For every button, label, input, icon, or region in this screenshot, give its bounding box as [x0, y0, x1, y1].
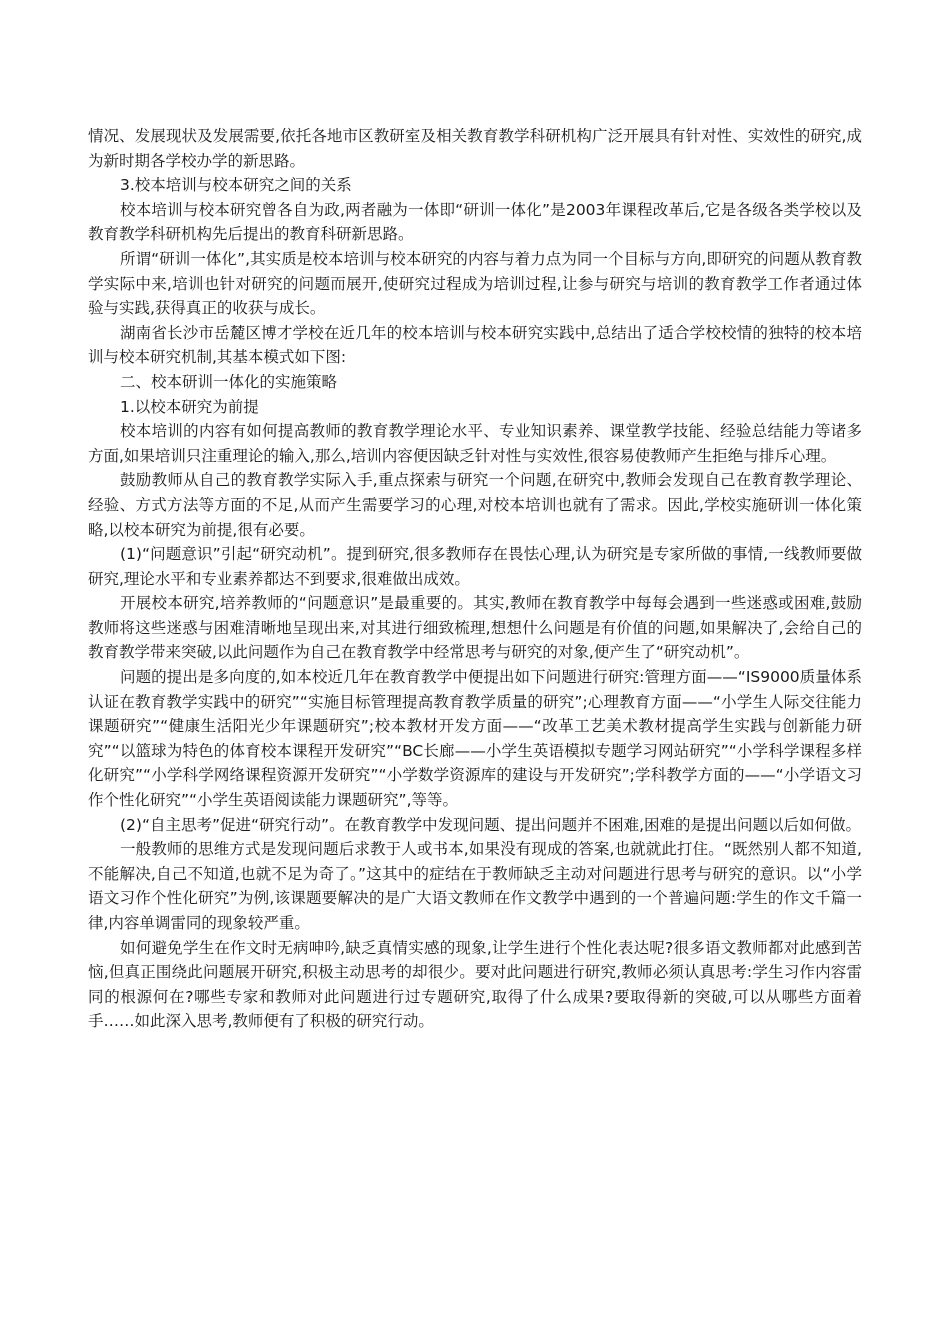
- section-heading-strategy: 二、校本研训一体化的实施策略: [120, 372, 338, 391]
- paragraph: 鼓励教师从自己的教育教学实际入手,重点探索与研究一个问题,在研究中,教师会发现自己在教育教学理论、经验、方式方法等方面的不足,从而产生需要学习的心理,对校本培训也就有了需求。因此,学校实施研训一体化策略,以校本研究为前提,很有必要。: [88, 471, 862, 539]
- paragraph: 开展校本研究,培养教师的“问题意识”是最重要的。其实,教师在教育教学中每每会遇到一些迷惑或困难,鼓励教师将这些迷惑与困难清晰地呈现出来,对其进行细致梳理,想想什么问题是有价值的问题,如果解决了,会给自己的教育教学带来突破,以此问题作为自己在教育教学中经常思考与研究的对象,便产生了“研究动机”。: [88, 594, 862, 662]
- section-heading-relationship: 3.校本培训与校本研究之间的关系: [120, 176, 352, 195]
- document-body: [88, 124, 862, 1034]
- paragraph: 所谓“研训一体化”,其实质是校本培训与校本研究的内容与着力点为同一个目标与方向,即研究的问题从教育教学实际中来,培训也针对研究的问题而展开,使研究过程成为培训过程,让参与研究与培训的教育教学工作者通过体验与实践,获得真正的收获与成长。: [88, 249, 862, 318]
- paragraph: 校本培训的内容有如何提高教师的教育教学理论水平、专业知识素养、课堂教学技能、经验总结能力等诸多方面,如果培训只注重理论的输入,那么,培训内容便因缺乏针对性与实效性,很容易使教师产生拒绝与排斥心理。: [88, 422, 862, 465]
- paragraph: (2)“自主思考”促进“研究行动”。在教育教学中发现问题、提出问题并不困难,困难的是提出问题以后如何做。: [120, 815, 862, 834]
- paragraph: 一般教师的思维方式是发现问题后求教于人或书本,如果没有现成的答案,也就就此打住。“既然别人都不知道,不能解决,自己不知道,也就不足为奇了。”这其中的症结在于教师缺乏主动对问题进行思考与研究的意识。以“小学语文习作个性化研究”为例,该课题要解决的是广大语文教师在作文教学中遇到的一个普遍问题:学生的作文千篇一律,内容单调雷同的现象较严重。: [88, 840, 862, 932]
- paragraph: 如何避免学生在作文时无病呻吟,缺乏真情实感的现象,让学生进行个性化表达呢?很多语文教师都对此感到苦恼,但真正围绕此问题展开研究,积极主动思考的却很少。要对此问题进行研究,教师必须认真思考:学生习作内容雷同的根源何在?哪些专家和教师对此问题进行过专题研究,取得了什么成果?要取得新的突破,可以从哪些方面着手……如此深入思考,教师便有了积极的研究行动。: [88, 938, 862, 1031]
- paragraph: (1)“问题意识”引起“研究动机”。提到研究,很多教师存在畏怯心理,认为研究是专家所做的事情,一线教师要做研究,理论水平和专业素养都达不到要求,很难做出成效。: [88, 545, 862, 588]
- paragraph: 校本培训与校本研究曾各自为政,两者融为一体即“研训一体化”是2003年课程改革后,它是各级各类学校以及教育教学科研机构先后提出的教育科研新思路。: [88, 200, 862, 244]
- paragraph-continuation: 情况、发展现状及发展需要,依托各地市区教研室及相关教育教学科研机构广泛开展具有针对性、实效性的研究,成为新时期各学校办学的新思路。: [88, 127, 862, 170]
- subsection-heading-premise: 1.以校本研究为前提: [120, 397, 259, 416]
- paragraph: 问题的提出是多向度的,如本校近几年在教育教学中便提出如下问题进行研究:管理方面——“IS9000质量体系认证在教育教学实践中的研究”“实施目标管理提高教育教学质量的研究”;心理教育方面——“小学生人际交往能力课题研究”“健康生活阳光少年课题研究”;校本教材开发方面——“改革工艺美术教材提高学生实践与创新能力研究”“以篮球为特色的体育校本课程开发研究”“BC长廊——小学生英语模拟专题学习网站研究”“小学科学课程多样化研究”“小学科学网络课程资源开发研究”“小学数学资源库的建设与开发研究”;学科教学方面的——“小学语文习作个性化研究”“小学生英语阅读能力课题研究”,等等。: [88, 668, 862, 810]
- paragraph: 湖南省长沙市岳麓区博才学校在近几年的校本培训与校本研究实践中,总结出了适合学校校情的独特的校本培训与校本研究机制,其基本模式如下图:: [88, 323, 862, 367]
